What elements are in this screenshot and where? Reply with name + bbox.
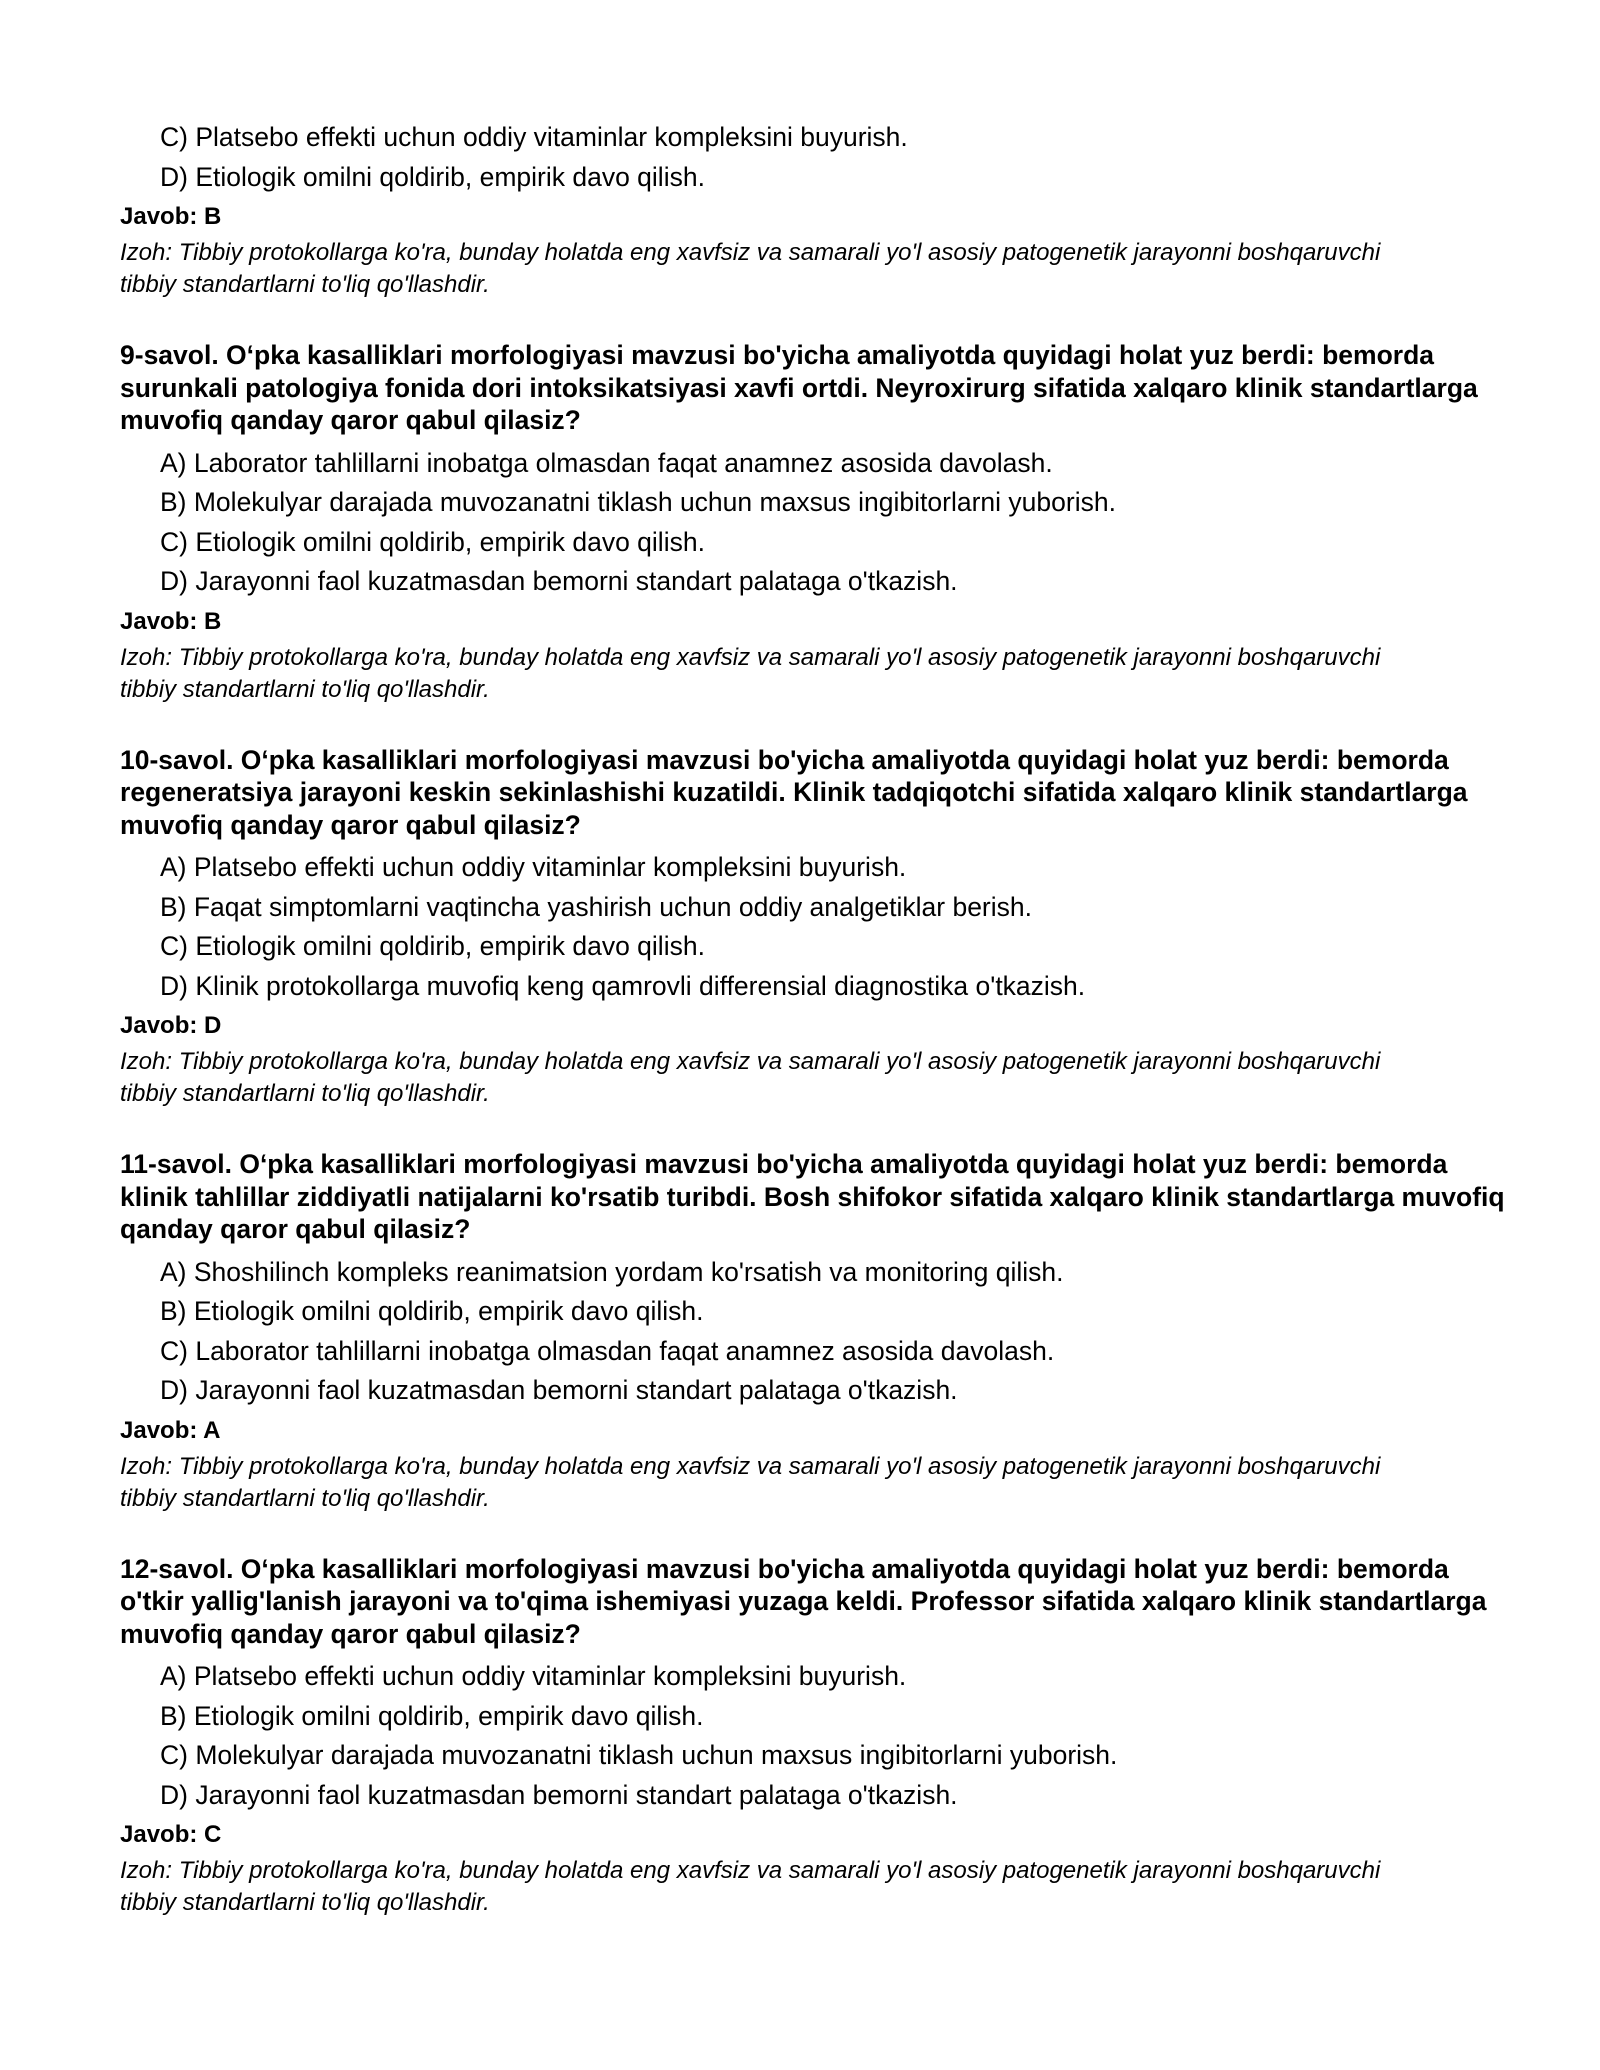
previous-question-continuation: [120, 118, 1500, 301]
option-list: [120, 1253, 1500, 1411]
option-a: A) Platsebo effekti uchun oddiy vitaminlar kompleksini buyurish.: [160, 1661, 907, 1691]
option-c: C) Etiologik omilni qoldirib, empirik davo qilish.: [160, 526, 705, 557]
option-c: C) Etiologik omilni qoldirib, empirik davo qilish.: [160, 931, 705, 961]
explanation-note: Izoh: Tibbiy protokollarga ko'ra, bunday holatda eng xavfsiz va samarali yo'l asosiy patogenetik jarayonni boshqaruvchi tibbiy standartlarni to'liq qo'llashdir.: [120, 1048, 1381, 1107]
option-list: [120, 848, 1500, 1006]
option-b: B) Etiologik omilni qoldirib, empirik davo qilish.: [160, 1296, 704, 1326]
question-12: [120, 1553, 1500, 1920]
option-b: B) Molekulyar darajada muvozanatni tiklash uchun maxsus ingibitorlarni yuborish.: [160, 487, 1116, 517]
option-b: B) Etiologik omilni qoldirib, empirik davo qilish.: [160, 1700, 704, 1731]
explanation-note: Izoh: Tibbiy protokollarga ko'ra, bunday holatda eng xavfsiz va samarali yo'l asosiy patogenetik jarayonni boshqaruvchi tibbiy standartlarni to'liq qo'llashdir.: [120, 1857, 1381, 1916]
option-d: D) Jarayonni faol kuzatmasdan bemorni standart palataga o'tkazish.: [160, 566, 958, 596]
answer-label: Javob: C: [120, 1821, 222, 1848]
option-c: C) Platsebo effekti uchun oddiy vitaminlar kompleksini buyurish.: [160, 122, 908, 152]
option-d: D) Etiologik omilni qoldirib, empirik davo qilish.: [160, 161, 705, 192]
question-title: 9-savol. O‘pka kasalliklari morfologiyasi mavzusi bo'yicha amaliyotda quyidagi holat yuz berdi: bemorda surunkali patologiya fonida dori intoksikatsiyasi xavfi ortdi. Neyroxirurg sifatida xalqaro klinik standartlarga muvofiq qanday qaror qabul qilasiz?: [120, 340, 1478, 435]
option-a: A) Shoshilinch kompleks reanimatsion yordam ko'rsatish va monitoring qilish.: [160, 1256, 1064, 1287]
option-list: [120, 444, 1500, 602]
answer-label: Javob: B: [120, 203, 222, 230]
answer-label: Javob: D: [120, 1012, 222, 1039]
option-c: C) Molekulyar darajada muvozanatni tiklash uchun maxsus ingibitorlarni yuborish.: [160, 1740, 1118, 1770]
option-b: B) Faqat simptomlarni vaqtincha yashirish uchun oddiy analgetiklar berish.: [160, 891, 1032, 922]
explanation-note: Izoh: Tibbiy protokollarga ko'ra, bunday holatda eng xavfsiz va samarali yo'l asosiy patogenetik jarayonni boshqaruvchi tibbiy standartlarni to'liq qo'llashdir.: [120, 1452, 1381, 1512]
question-10: [120, 744, 1500, 1111]
explanation-note: Izoh: Tibbiy protokollarga ko'ra, bunday holatda eng xavfsiz va samarali yo'l asosiy patogenetik jarayonni boshqaruvchi tibbiy standartlarni to'liq qo'llashdir.: [120, 239, 1381, 298]
explanation-note: Izoh: Tibbiy protokollarga ko'ra, bunday holatda eng xavfsiz va samarali yo'l asosiy patogenetik jarayonni boshqaruvchi tibbiy standartlarni to'liq qo'llashdir.: [120, 643, 1381, 703]
option-d: D) Klinik protokollarga muvofiq keng qamrovli differensial diagnostika o'tkazish.: [160, 970, 1086, 1001]
answer-label: Javob: B: [120, 607, 222, 635]
question-title: 11-savol. O‘pka kasalliklari morfologiyasi mavzusi bo'yicha amaliyotda quyidagi holat yuz berdi: bemorda klinik tahlillar ziddiyatli natijalarni ko'rsatib turibdi. Bosh shifokor sifatida xalqaro klinik standartlarga muvofiq qanday qaror qabul qilasiz?: [120, 1149, 1505, 1244]
question-title: 12-savol. O‘pka kasalliklari morfologiyasi mavzusi bo'yicha amaliyotda quyidagi holat yuz berdi: bemorda o'tkir yallig'lanish jarayoni va to'qima ishemiyasi yuzaga keldi. Professor sifatida xalqaro klinik standartlarga muvofiq qanday qaror qabul qilasiz?: [120, 1553, 1487, 1649]
option-d: D) Jarayonni faol kuzatmasdan bemorni standart palataga o'tkazish.: [160, 1375, 958, 1405]
option-list: [120, 1657, 1500, 1815]
option-a: A) Laborator tahlillarni inobatga olmasdan faqat anamnez asosida davolash.: [160, 447, 1053, 478]
question-9: [120, 339, 1500, 706]
option-c: C) Laborator tahlillarni inobatga olmasdan faqat anamnez asosida davolash.: [160, 1335, 1055, 1366]
question-11: [120, 1148, 1505, 1515]
option-d: D) Jarayonni faol kuzatmasdan bemorni standart palataga o'tkazish.: [160, 1779, 958, 1810]
answer-label: Javob: A: [120, 1416, 221, 1444]
question-title: 10-savol. O‘pka kasalliklari morfologiyasi mavzusi bo'yicha amaliyotda quyidagi holat yuz berdi: bemorda regeneratsiya jarayoni keskin sekinlashishi kuzatildi. Klinik tadqiqotchi sifatida xalqaro klinik standartlarga muvofiq qanday qaror qabul qilasiz?: [120, 744, 1468, 840]
option-list: [120, 118, 1500, 197]
option-a: A) Platsebo effekti uchun oddiy vitaminlar kompleksini buyurish.: [160, 852, 907, 882]
